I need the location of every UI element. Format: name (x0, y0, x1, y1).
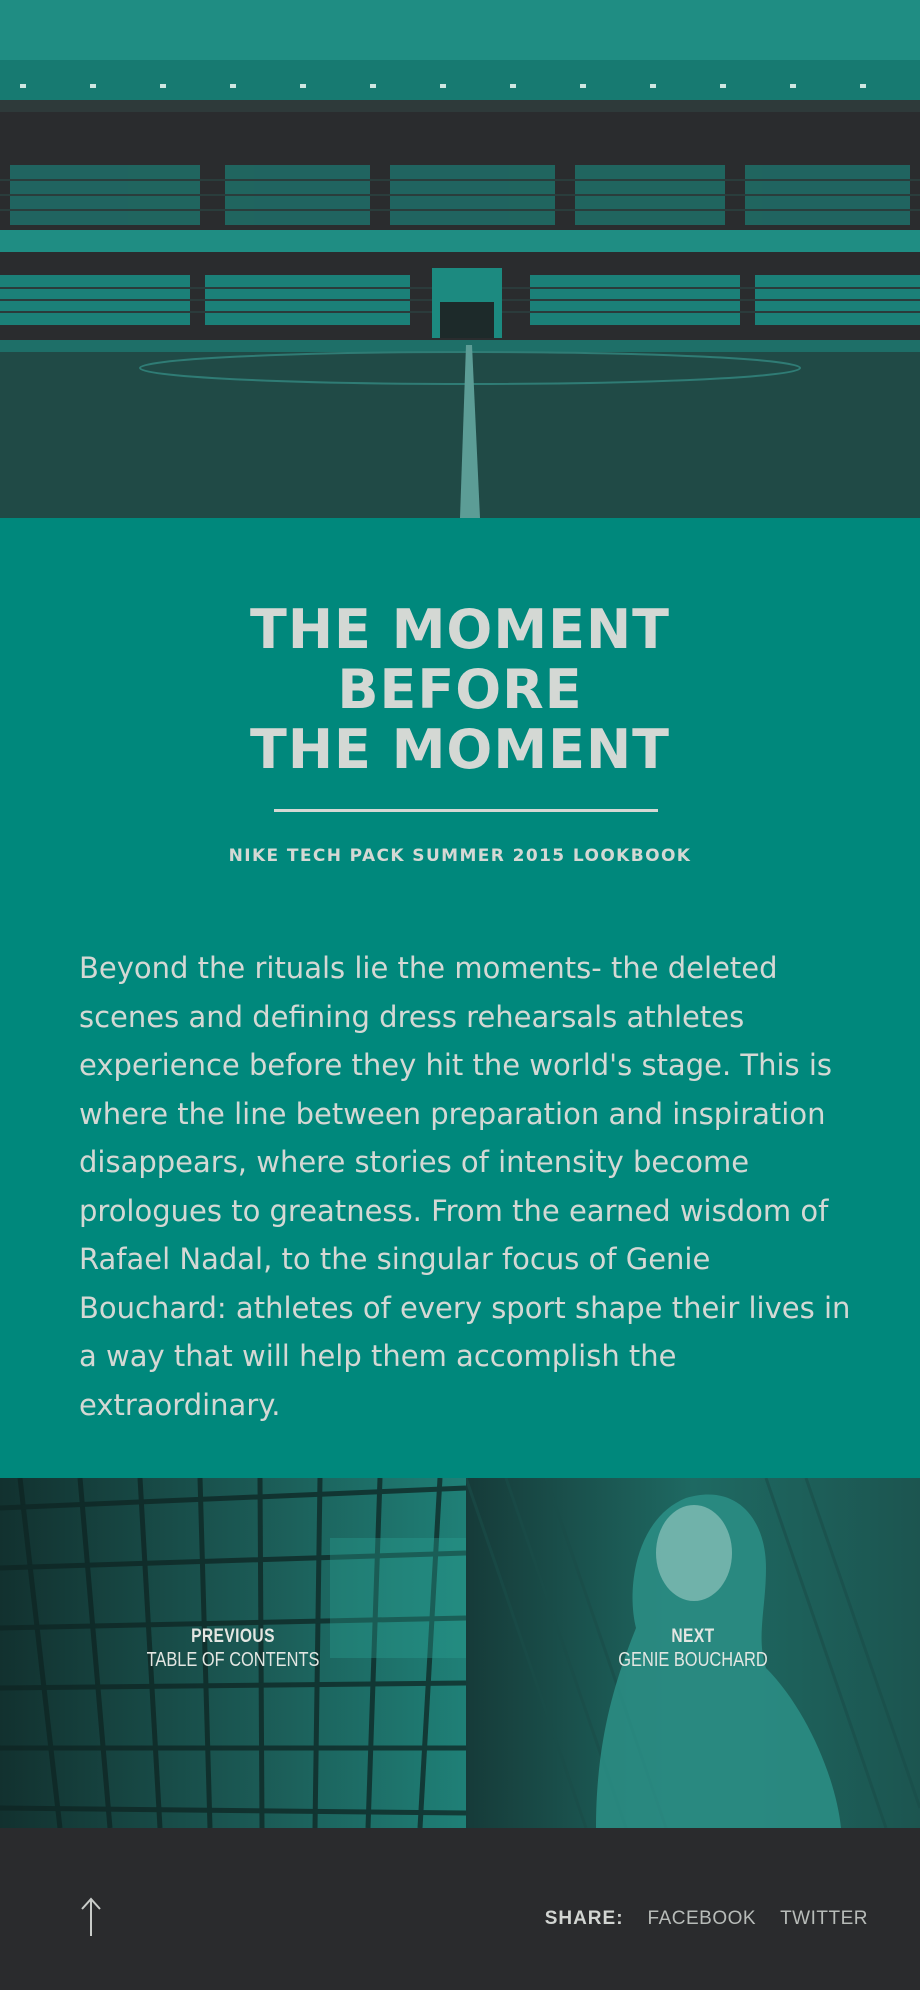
page-title (0, 600, 920, 780)
title-line-3: THE MOMENT (249, 718, 670, 781)
hero-stadium-image (0, 0, 920, 518)
share-label: SHARE: (544, 1908, 624, 1929)
article-navigation (0, 1478, 920, 1828)
share-bar (545, 1908, 868, 1930)
title-divider (274, 809, 658, 812)
intro-section (0, 518, 920, 1478)
next-title: GENIE BOUCHARD (618, 1649, 768, 1671)
facebook-share-link[interactable]: FACEBOOK (647, 1908, 757, 1929)
previous-label: PREVIOUS (191, 1626, 275, 1647)
next-link[interactable] (466, 1478, 920, 1828)
intro-paragraph: Beyond the rituals lie the moments- the deleted scenes and defining dress rehearsals athletes experience before they hit the world's stage. This is where the line between preparation and inspiration disappears, where stories of intensity become prologues to greatness. From the earned wisdom of Rafael Nadal, to the singular focus of Genie Bouchard: athletes of every sport shape their lives in a way that will help them accomplish the extraordinary. (79, 951, 851, 1422)
title-line-2: BEFORE (337, 658, 583, 721)
footer (0, 1828, 920, 1990)
previous-title: TABLE OF CONTENTS (146, 1649, 320, 1671)
title-line-1: THE MOMENT (249, 598, 670, 661)
arrow-up-icon[interactable] (76, 1896, 106, 1938)
page-subtitle: NIKE TECH PACK SUMMER 2015 LOOKBOOK (228, 846, 692, 866)
twitter-share-link[interactable]: TWITTER (780, 1908, 868, 1929)
previous-link[interactable] (0, 1478, 466, 1828)
next-label: NEXT (671, 1626, 715, 1647)
